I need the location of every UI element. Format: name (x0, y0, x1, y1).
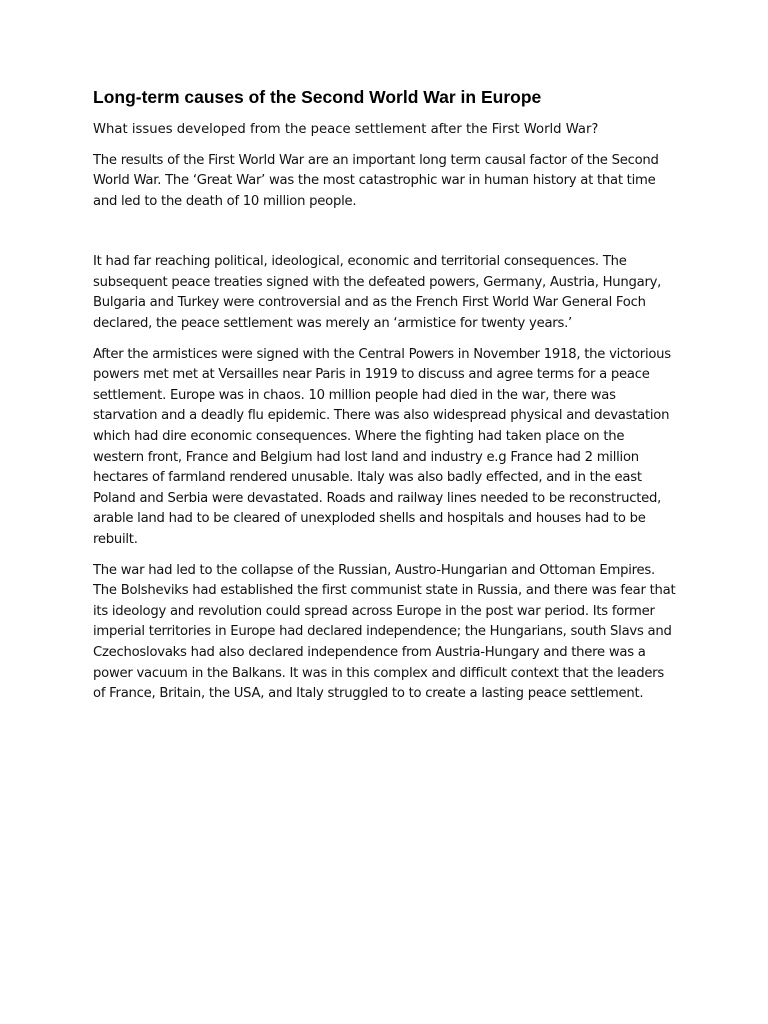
document-page (93, 86, 678, 715)
document-title: Long-term causes of the Second World War in Europe (93, 87, 542, 107)
paragraph-intro: The results of the First World War are an important long term causal factor of the Second World War. The ‘Great War’ was the most catastrophic war in human history at that time and led to the death of 10 million people. (93, 152, 659, 209)
paragraph-consequences: It had far reaching political, ideological, economic and territorial consequences. The subsequent peace treaties signed with the defeated powers, Germany, Austria, Hungary, Bulgaria and Turkey were controversial and as the French First World War General Foch declared, the peace settlement was merely an ‘armistice for twenty years.’ (93, 254, 662, 332)
paragraph-empires: The war had led to the collapse of the Russian, Austro-Hungarian and Ottoman Empires. The Bolsheviks had established the first communist state in Russia, and there was fear that its ideology and revolution could spread across Europe in the post war period. Its former imperial territories in Europe had declared independence; the Hungarians, south Slavs and Czechoslovaks had also declared independence from Austria-Hungary and there was a power vacuum in the Balkans. It was in this complex and difficult context that the leaders of France, Britain, the USA, and Italy struggled to to create a lasting peace settlement. (93, 562, 676, 702)
document-subtitle: What issues developed from the peace settlement after the First World War? (93, 122, 599, 137)
paragraph-armistice: After the armistices were signed with the Central Powers in November 1918, the victorious powers met met at Versailles near Paris in 1919 to discuss and agree terms for a peace settlement. Europe was in chaos. 10 million people had died in the war, there was starvation and a deadly flu epidemic. There was also widespread physical and devastation which had dire economic consequences. Where the fighting had taken place on the western front, France and Belgium had lost land and industry e.g France had 2 million hectares of farmland rendered unusable. Italy was also badly effected, and in the east Poland and Serbia were devastated. Roads and railway lines needed to be reconstructed, arable land had to be cleared of unexploded shells and hospitals and houses had to be rebuilt. (93, 346, 671, 547)
